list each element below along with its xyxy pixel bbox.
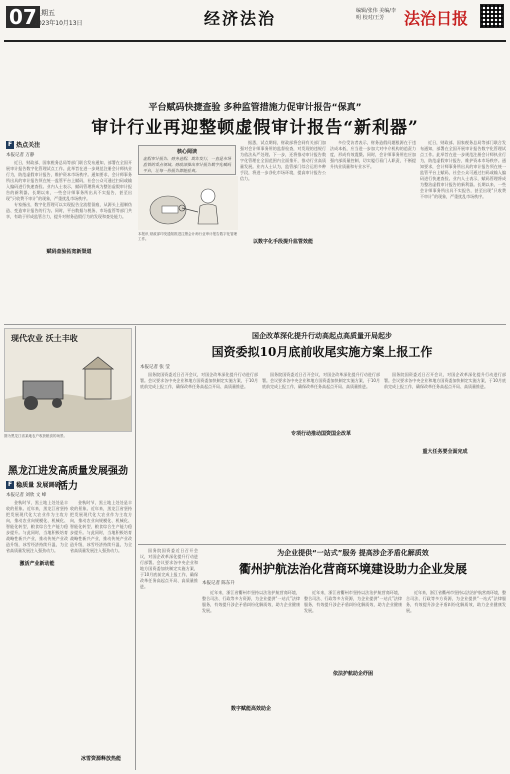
low-story-paragraph: 近年来，浙江省衢州市坚持以法治护航营商环境，整合司法、行政等多方资源，为企业提供“一站式”法律服务，有效提升涉企矛盾纠纷化解质效，助力企业健康发展。 bbox=[304, 590, 402, 613]
lead-body-col-3 bbox=[240, 140, 326, 318]
qr-code-icon[interactable] bbox=[480, 4, 504, 28]
page-number: 07 bbox=[6, 6, 40, 28]
lead-headline: 审计行业再迎整顿虚假审计报告“新利器” bbox=[91, 118, 419, 138]
lead-subhead-1: 赋码查验拓宽新渠道 bbox=[46, 249, 92, 255]
low-story-headline: 衢州护航法治化营商环境建设助力企业发展 bbox=[238, 562, 467, 576]
low-story-paragraph: 近年来，浙江省衢州市坚持以法治护航营商环境，整合司法、行政等多方资源，为企业提供“一站式”法律服务，有效提升涉企矛盾纠纷化解质效，助力企业健康发展。 bbox=[406, 590, 506, 613]
left-story-col-1 bbox=[6, 500, 68, 770]
mid-story-col-4 bbox=[140, 548, 198, 770]
harvest-illustration bbox=[5, 329, 132, 432]
paper-name-logo: 法治日报 bbox=[404, 9, 469, 28]
lead-subhead-2: 以数字化手段提升监管效能 bbox=[252, 239, 313, 245]
mid-story-col-2 bbox=[262, 372, 380, 542]
cartoon-illustration bbox=[138, 176, 238, 230]
lead-byline: 本报记者 万静 bbox=[6, 153, 35, 158]
commentary-body: 虚假审计报告、财务造假、欺诈发行，一直是市场监管的重点领域。财政部推出审计报告数字化赋码平台，让每一份报告都能验真。 bbox=[143, 156, 231, 173]
left-story-col-2 bbox=[70, 500, 132, 770]
lead-body-col-5 bbox=[420, 140, 506, 318]
low-story-col-3 bbox=[406, 590, 506, 770]
commentary-box bbox=[138, 145, 236, 175]
section-divider bbox=[4, 324, 506, 325]
low-story-byline: 本报记者 陈东升 bbox=[202, 581, 235, 586]
mid-story-subhead-2: 重大任务要全面完成 bbox=[422, 449, 468, 455]
section-divider bbox=[138, 544, 506, 545]
tag-badge-icon: F bbox=[8, 480, 13, 488]
mid-story-kicker: 国企改革深化提升行动高起点高质量开局起步 bbox=[252, 332, 392, 340]
low-story-paragraph: 近年来，浙江省衢州市坚持以法治护航营商环境，整合司法、行政等多方资源，为企业提供“一站式”法律服务，有效提升涉企矛盾纠纷化解质效，助力企业健康发展。 bbox=[202, 590, 300, 613]
editors-credit: 编辑/张伟 美编/李明 校对/王芳 bbox=[356, 8, 396, 21]
left-story-subhead-2: 冰雪资源释放热能 bbox=[80, 756, 121, 762]
page-weekday: 星期五 bbox=[34, 9, 55, 17]
lead-tag bbox=[6, 140, 40, 149]
photo-caption: 图为黑龙江省某地农户收获粮食的场景。 bbox=[4, 434, 67, 438]
mid-story-byline: 本报记者 张 莹 bbox=[140, 365, 170, 370]
masthead bbox=[4, 2, 506, 42]
left-story-byline: 本报记者 刘欣 文 峰 bbox=[6, 493, 47, 498]
mid-story-col-1 bbox=[140, 372, 258, 542]
tag-badge-icon: F bbox=[8, 140, 13, 148]
lead-kicker: 平台赋码快捷查验 多种监管措施力促审计报告“保真” bbox=[148, 103, 362, 113]
low-story-col-2 bbox=[304, 590, 402, 770]
column-divider bbox=[135, 326, 136, 770]
left-story-paragraph: 金秋时节，黑土地上处处是丰收的景象。近年来，黑龙江省坚持把发展现代化大农业作为主攻方向，推动农业向规模化、机械化、智能化转型，粮食综合生产能力稳步提升。与此同时，当地积极培育战略性新兴产业，推动传统产业改造升级，冰雪经济持续升温，为全省高质量发展注入强劲动力。 bbox=[70, 500, 132, 553]
commentary-title: 核心阅读 bbox=[176, 149, 197, 155]
mid-story-subhead-1: 专项行动推动国资国企改革 bbox=[290, 431, 351, 437]
lead-tag-label: 热点关注 bbox=[16, 142, 41, 149]
left-story-tag-label: 稳质量 发展调研行 bbox=[16, 482, 67, 489]
left-story-headline: 黑龙江进发高质量发展强劲活力 bbox=[8, 466, 128, 492]
low-story-subhead-2: 依法护航助企纾困 bbox=[332, 671, 373, 677]
low-story-kicker: 为企业提供“一站式”服务 提高涉企矛盾化解质效 bbox=[277, 549, 429, 557]
left-story-paragraph: 金秋时节，黑土地上处处是丰收的景象。近年来，黑龙江省坚持把发展现代化大农业作为主攻方向，推动农业向规模化、机械化、智能化转型，粮食综合生产能力稳步提升。与此同时，当地积极培育战略性新兴产业，推动传统产业改造升级，冰雪经济持续升温，为全省高质量发展注入强劲动力。 bbox=[6, 500, 68, 553]
low-story-col-1 bbox=[202, 590, 300, 770]
lead-paragraph: 专家指出，数字化管理可以实现报告全流程留痕，从源头上遏制伪造、变造审计报告的行为。同时，平台数据与税务、市场监管等部门共享，有助于形成监管合力，提升对财务造假行为的发现和查处能力。 bbox=[6, 202, 132, 219]
lead-body-col-1 bbox=[6, 160, 132, 308]
section-title: 经济法治 bbox=[204, 9, 277, 28]
photo-banner: 现代农业 沃土丰收 bbox=[11, 333, 78, 343]
lead-body-col-4 bbox=[330, 140, 416, 318]
mid-story-col-3 bbox=[384, 372, 506, 542]
left-story-tag bbox=[6, 480, 66, 489]
low-story-subhead-1: 数字赋能高效助企 bbox=[230, 706, 271, 712]
farm-photo bbox=[4, 328, 132, 432]
mid-story-paragraph: 国务院国资委近日召开会议，对国企改革深化提升行动进行部署。会议要求各中央企业和地方国资委加快制定实施方案，于10月底前完成上报工作，确保改革任务高起点开局、高质量推进。 bbox=[262, 372, 380, 389]
page-date: 2023年10月13日 bbox=[34, 20, 83, 27]
lead-paragraph: 近日，财政部、国家税务总局等部门联合发布通知，部署在全国开展审计报告数字化管理试点工作。此举旨在进一步规范注册会计师执业行为，防范虚假审计报告，维护资本市场秩序。通知要求，会计师事务所出具的审计报告须在统一监管平台上赋码，社会公众可通过扫码或输入编码进行快速查验。业内人士表示，赋码管理将成为整治虚假审计报告的新利器。长期以来，一些会计师事务所出具不实报告，甚至出现“只收费不审计”的现象，严重扰乱市场秩序。 bbox=[420, 140, 506, 199]
lead-paragraph: 多位受访者表示，财务造假问题根源在于违法成本低，应当进一步加大对中介机构的追责力度，形成有效震慑。同时，会计师事务所也应加强内部质量控制，切实履行看门人职责，不断提升执业质量和专业水平。 bbox=[330, 140, 416, 169]
lead-paragraph: 近日，财政部、国家税务总局等部门联合发布通知，部署在全国开展审计报告数字化管理试点工作。此举旨在进一步规范注册会计师执业行为，防范虚假审计报告，维护资本市场秩序。通知要求，会计师事务所出具的审计报告须在统一监管平台上赋码，社会公众可通过扫码或输入编码进行快速查验。业内人士表示，赋码管理将成为整治虚假审计报告的新利器。长期以来，一些会计师事务所出具不实报告，甚至出现“只收费不审计”的现象，严重扰乱市场秩序。 bbox=[6, 160, 132, 201]
mid-story-paragraph: 国务院国资委近日召开会议，对国企改革深化提升行动进行部署。会议要求各中央企业和地方国资委加快制定实施方案，于10月底前完成上报工作，确保改革任务高起点开局、高质量推进。 bbox=[140, 548, 198, 589]
lead-paragraph: 据悉，试点期间，财政部将会同有关部门加强对会计师事务所的监督检查，对发现的违规行为依法从严处理。下一步，还将推动审计报告数字化管理在全国范围内全面推开，推动行业高质量发展。业内人士认为，监管部门综合运用多种手段，将进一步净化市场环境，提高审计报告公信力。 bbox=[240, 140, 326, 181]
mid-story-paragraph: 国务院国资委近日召开会议，对国企改革深化提升行动进行部署。会议要求各中央企业和地方国资委加快制定实施方案，于10月底前完成上报工作，确保改革任务高起点开局、高质量推进。 bbox=[140, 372, 258, 389]
mid-story-paragraph: 国务院国资委近日召开会议，对国企改革深化提升行动进行部署。会议要求各中央企业和地方国资委加快制定实施方案，于10月底前完成上报工作，确保改革任务高起点开局、高质量推进。 bbox=[384, 372, 506, 389]
left-story-subhead-1: 激活产业新动能 bbox=[19, 561, 55, 567]
cartoon-caption: 本报讯 财政部印发通知推进注册会计师行业审计报告数字化管理工作。 bbox=[138, 232, 238, 241]
mid-story-headline: 国资委拟10月底前收尾实施方案上报工作 bbox=[211, 345, 433, 359]
